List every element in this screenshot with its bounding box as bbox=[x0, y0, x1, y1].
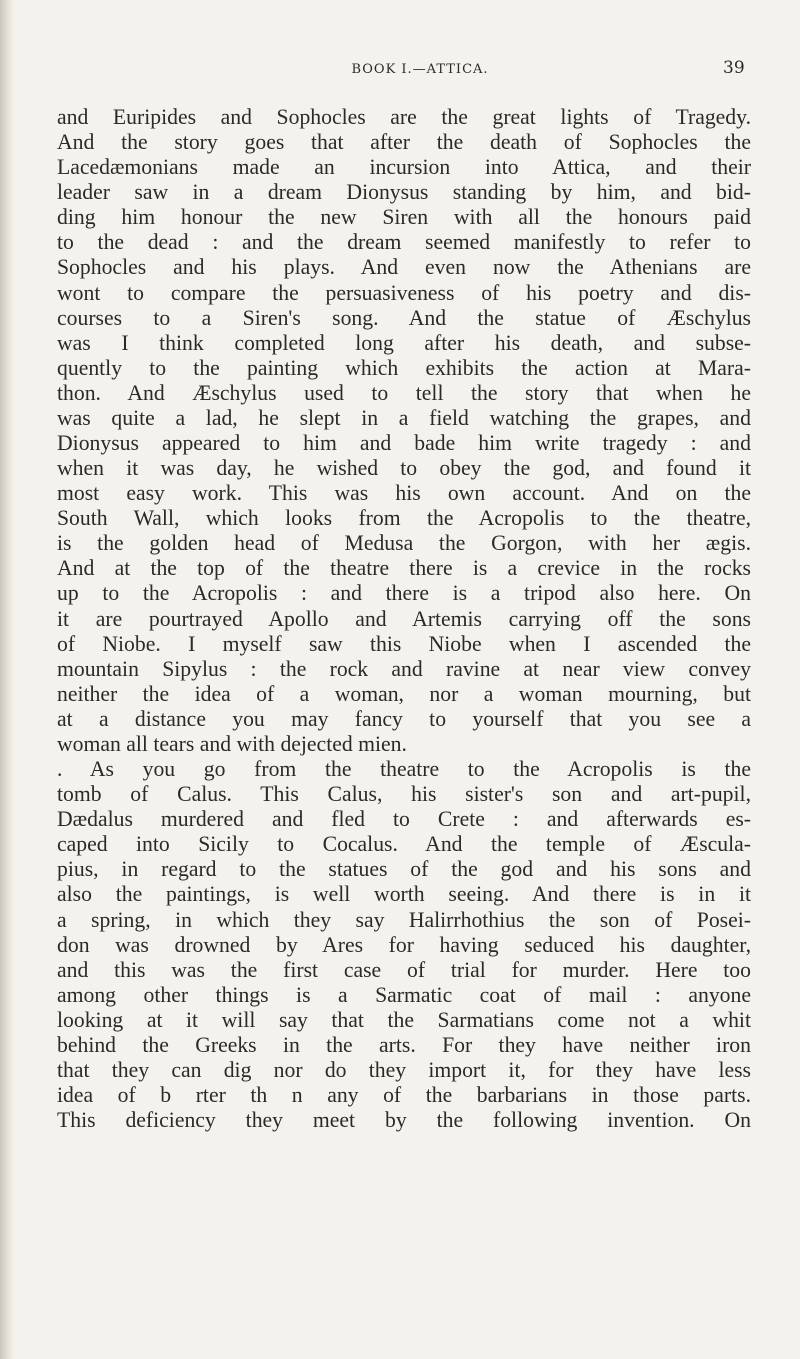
text-line: behind the Greeks in the arts. For they have neither iron bbox=[57, 1032, 751, 1057]
text-line: among other things is a Sarmatic coat of mail : anyone bbox=[57, 982, 751, 1007]
text-line: at a distance you may fancy to yourself that you see a bbox=[57, 706, 751, 731]
text-line: ding him honour the new Siren with all the honours paid bbox=[57, 205, 751, 230]
text-line: pius, in regard to the statues of the god and his sons and bbox=[57, 857, 751, 882]
text-line: wont to compare the persuasiveness of his poetry and dis- bbox=[57, 280, 751, 305]
text-line: tomb of Calus. This Calus, his sister's son and art-pupil, bbox=[57, 782, 751, 807]
text-line: don was drowned by Ares for having seduced his daughter, bbox=[57, 932, 751, 957]
text-line: quently to the painting which exhibits the action at Mara- bbox=[57, 355, 751, 380]
text-line: And the story goes that after the death of Sophocles the bbox=[57, 130, 751, 155]
text-line: thon. And Æschylus used to tell the story that when he bbox=[57, 380, 751, 405]
text-line: is the golden head of Medusa the Gorgon, with her ægis. bbox=[57, 531, 751, 556]
text-line: it are pourtrayed Apollo and Artemis carrying off the sons bbox=[57, 606, 751, 631]
paragraph-start-line: . As you go from the theatre to the Acropolis is the bbox=[57, 757, 751, 782]
text-line: of Niobe. I myself saw this Niobe when I ascended the bbox=[57, 631, 751, 656]
page-gutter-shadow bbox=[0, 0, 14, 1359]
text-line: neither the idea of a woman, nor a woman mourning, but bbox=[57, 681, 751, 706]
text-line: up to the Acropolis : and there is a tripod also here. On bbox=[57, 581, 751, 606]
text-line: Sophocles and his plays. And even now the Athenians are bbox=[57, 255, 751, 280]
text-line: Lacedæmonians made an incursion into Attica, and their bbox=[57, 155, 751, 180]
text-line: and this was the first case of trial for murder. Here too bbox=[57, 957, 751, 982]
text-line: and Euripides and Sophocles are the great lights of Tragedy. bbox=[57, 105, 751, 129]
text-line: And at the top of the theatre there is a crevice in the rocks bbox=[57, 556, 751, 581]
text-line: when it was day, he wished to obey the god, and found it bbox=[57, 456, 751, 481]
text-line: to the dead : and the dream seemed manifestly to refer to bbox=[57, 230, 751, 255]
paragraph-end-line: woman all tears and with dejected mien. bbox=[57, 731, 407, 756]
text-line: also the paintings, is well worth seeing. And there is in it bbox=[57, 882, 751, 907]
text-line: a spring, in which they say Halirrhothius the son of Posei- bbox=[57, 907, 751, 932]
text-line: South Wall, which looks from the Acropolis to the theatre, bbox=[57, 506, 751, 531]
text-line: most easy work. This was his own account. And on the bbox=[57, 481, 751, 506]
text-line: looking at it will say that the Sarmatians come not a whit bbox=[57, 1007, 751, 1032]
text-line: This deficiency they meet by the following invention. On bbox=[57, 1108, 751, 1133]
running-head: BOOK I.—ATTICA. bbox=[351, 62, 489, 77]
body-text bbox=[57, 105, 751, 1133]
text-line: Dædalus murdered and fled to Crete : and afterwards es- bbox=[57, 807, 751, 832]
text-line: caped into Sicily to Cocalus. And the temple of Æscula- bbox=[57, 832, 751, 857]
text-line: was quite a lad, he slept in a field watching the grapes, and bbox=[57, 405, 751, 430]
page-number: 39 bbox=[723, 58, 745, 78]
text-line: idea of b rter th n any of the barbarians in those parts. bbox=[57, 1083, 751, 1108]
text-line: Dionysus appeared to him and bade him write tragedy : and bbox=[57, 431, 751, 456]
text-line: mountain Sipylus : the rock and ravine at near view convey bbox=[57, 656, 751, 681]
text-line: leader saw in a dream Dionysus standing by him, and bid- bbox=[57, 180, 751, 205]
text-line: was I think completed long after his death, and subse- bbox=[57, 330, 751, 355]
text-line: that they can dig nor do they import it, for they have less bbox=[57, 1057, 751, 1082]
text-line: courses to a Siren's song. And the statue of Æschylus bbox=[57, 305, 751, 330]
